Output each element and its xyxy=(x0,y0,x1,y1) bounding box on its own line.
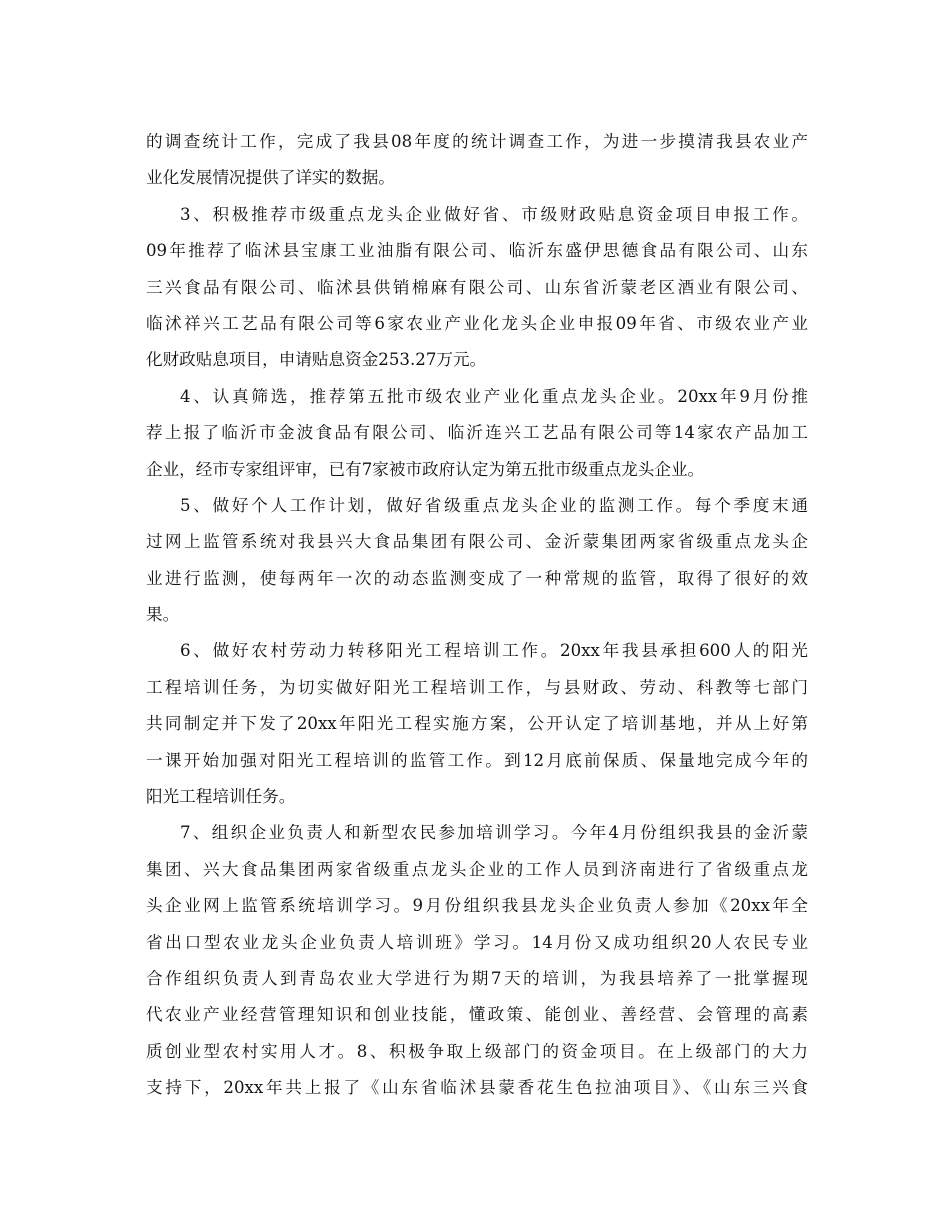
text-line: 7、组织企业负责人和新型农民参加培训学习。今年4月份组织我县的金沂蒙 xyxy=(180,823,808,843)
text-line: 4、认真筛选，推荐第五批市级农业产业化重点龙头企业。20xx年9月份推 xyxy=(180,386,808,406)
text-line: 支持下，20xx年共上报了《山东省临沭县蒙香花生色拉油项目》、《山东三兴食 xyxy=(146,1078,808,1098)
text-line: 质创业型农村实用人才。8、积极争取上级部门的资金项目。在上级部门的大力 xyxy=(146,1041,808,1061)
text-line: 工程培训任务，为切实做好阳光工程培训工作，与县财政、劳动、科教等七部门 xyxy=(146,677,808,697)
body-text xyxy=(146,124,808,1107)
text-line: 果。 xyxy=(146,605,180,625)
text-line: 省出口型农业龙头企业负责人培训班》学习。14月份又成功组织20人农民专业 xyxy=(146,932,808,952)
text-line: 集团、兴大食品集团两家省级重点龙头企业的工作人员到济南进行了省级重点龙 xyxy=(146,859,808,879)
text-line: 头企业网上监管系统培训学习。9月份组织我县龙头企业负责人参加《20xx年全 xyxy=(146,896,808,916)
text-line: 过网上监管系统对我县兴大食品集团有限公司、金沂蒙集团两家省级重点龙头企 xyxy=(146,532,808,552)
text-line: 三兴食品有限公司、临沭县供销棉麻有限公司、山东省沂蒙老区酒业有限公司、 xyxy=(146,277,808,297)
text-line: 代农业产业经营管理知识和创业技能，懂政策、能创业、善经营、会管理的高素 xyxy=(146,1005,808,1025)
text-line: 6、做好农村劳动力转移阳光工程培训工作。20xx年我县承担600人的阳光 xyxy=(180,641,808,661)
text-line: 3、积极推荐市级重点龙头企业做好省、市级财政贴息资金项目申报工作。 xyxy=(180,204,808,224)
text-line: 业化发展情况提供了详实的数据。 xyxy=(146,168,395,188)
text-line: 的调查统计工作，完成了我县08年度的统计调查工作，为进一步摸清我县农业产 xyxy=(146,132,808,151)
text-line: 共同制定并下发了20xx年阳光工程实施方案，公开认定了培训基地，并从上好第 xyxy=(146,714,808,734)
text-line: 荐上报了临沂市金波食品有限公司、临沂连兴工艺品有限公司等14家农产品加工 xyxy=(146,423,808,443)
text-line: 5、做好个人工作计划，做好省级重点龙头企业的监测工作。每个季度末通 xyxy=(180,495,808,515)
text-line: 阳光工程培训任务。 xyxy=(146,787,296,807)
text-line: 合作组织负责人到青岛农业大学进行为期7天的培训，为我县培养了一批掌握现 xyxy=(146,968,808,988)
text-line: 一课开始加强对阳光工程培训的监管工作。到12月底前保质、保量地完成今年的 xyxy=(146,750,808,770)
text-line: 企业，经市专家组评审，已有7家被市政府认定为第五批市级重点龙头企业。 xyxy=(146,459,705,479)
text-line: 临沭祥兴工艺品有限公司等6家农业产业化龙头企业申报09年省、市级农业产业 xyxy=(146,313,808,333)
text-line: 业进行监测，使每两年一次的动态监测变成了一种常规的监管，取得了很好的效 xyxy=(146,568,808,588)
text-line: 化财政贴息项目，申请贴息资金253.27万元。 xyxy=(146,350,487,370)
text-line: 09年推荐了临沭县宝康工业油脂有限公司、临沂东盛伊思德食品有限公司、山东 xyxy=(146,241,808,261)
